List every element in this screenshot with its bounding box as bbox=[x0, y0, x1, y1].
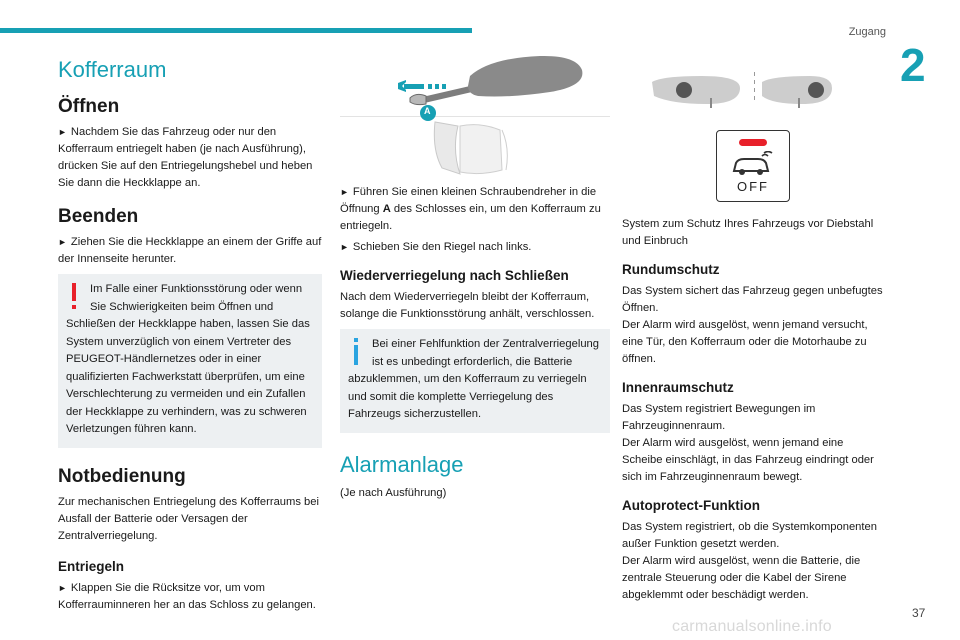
paragraph-alarm-note: (Je nach Ausführung) bbox=[340, 486, 447, 499]
heading-autoprotect: Autoprotect-Funktion bbox=[622, 498, 760, 513]
arrow-right-icon: ► bbox=[58, 127, 67, 138]
callout-label-a: A bbox=[424, 106, 431, 116]
watermark: carmanualsonline.info bbox=[672, 618, 832, 635]
heading-close: Beenden bbox=[58, 206, 139, 228]
arrow-right-icon: ► bbox=[58, 582, 67, 593]
car-alarm-icon bbox=[728, 151, 778, 177]
arrow-right-icon: ► bbox=[340, 242, 349, 252]
alarm-keyfob-mirrors-icon bbox=[622, 54, 884, 116]
paragraph-relock: Nach dem Wiederverriegeln bleibt der Kofferraum, solange die Funktionsstörung anhält, verschlossen. bbox=[340, 291, 595, 320]
chapter-number: 2 bbox=[900, 39, 926, 91]
paragraph-close: ► Ziehen Sie die Heckklappe an einem der Griffe auf der Innenseite herunter. bbox=[58, 236, 322, 266]
paragraph-unlock: ► Klappen Sie die Rücksitze vor, um vom Kofferrauminneren her an das Schloss zu gelangen. bbox=[58, 581, 316, 611]
paragraph-emergency: Zur mechanischen Entriegelung des Kofferraums bei Ausfall der Batterie oder Versagen der Zentralverriegelung. bbox=[58, 495, 319, 542]
column-1 bbox=[58, 54, 322, 618]
heading-unlock: Entriegeln bbox=[58, 558, 125, 574]
arrow-right-icon: ► bbox=[58, 237, 67, 248]
page-number: 37 bbox=[912, 606, 926, 620]
info-icon bbox=[348, 338, 366, 366]
column-2 bbox=[340, 54, 610, 506]
paragraph-perimeter-2: Der Alarm wird ausgelöst, wenn jemand versucht, eine Tür, den Kofferraum oder die Motorhaube zu öffnen. bbox=[622, 319, 868, 365]
paragraph-autoprotect-2: Der Alarm wird ausgelöst, wenn die Batterie, die zentrale Steuerung oder die Kabel der Sirene abgeklemmt oder beschädigt werden. bbox=[622, 555, 861, 601]
info-text: Bei einer Fehlfunktion der Zentralverriegelung ist es unbedingt erforderlich, die Batterie abzuklemmen, um den Kofferraum zu verriegeln und somit die komplette Verriegelung des Fahrzeugs sicherzustellen. bbox=[348, 338, 599, 420]
warning-exclamation-icon bbox=[66, 283, 84, 311]
mirror-illustration bbox=[622, 54, 884, 116]
header-accent-bar bbox=[0, 28, 472, 33]
trunk-lock-illustration bbox=[340, 54, 610, 178]
heading-emergency: Notbedienung bbox=[58, 465, 186, 487]
alarm-off-button-illustration bbox=[716, 130, 790, 202]
paragraph-open: ► Nachdem Sie das Fahrzeug oder nur den Kofferraum entriegelt haben (je nach Ausführung), drücken Sie auf den Entriegelungshebel und heben Sie dann die Heckklappe an. bbox=[58, 126, 313, 190]
off-label: OFF bbox=[737, 179, 769, 194]
paragraph-step-2: ► Schieben Sie den Riegel nach links. bbox=[340, 241, 532, 253]
screwdriver-lock-icon bbox=[340, 54, 610, 178]
heading-open: Öffnen bbox=[58, 96, 120, 118]
arrow-right-icon: ► bbox=[340, 187, 349, 197]
section-title-kofferraum: Kofferraum bbox=[58, 57, 167, 82]
heading-interior: Innenraumschutz bbox=[622, 380, 734, 395]
heading-perimeter: Rundumschutz bbox=[622, 262, 720, 277]
paragraph-perimeter-1: Das System sichert das Fahrzeug gegen unbefugtes Öffnen. bbox=[622, 285, 883, 314]
column-3 bbox=[622, 54, 884, 608]
warning-callout bbox=[58, 274, 322, 448]
info-callout bbox=[340, 329, 610, 433]
paragraph-autoprotect-1: Das System registriert, ob die Systemkomponenten außer Funktion gesetzt werden. bbox=[622, 521, 877, 550]
heading-relock: Wiederverriegelung nach Schließen bbox=[340, 268, 569, 283]
section-label: Zugang bbox=[848, 26, 886, 38]
paragraph-step-1: ► Führen Sie einen kleinen Schraubendreher in die Öffnung A des Schlosses ein, um den Kofferraum zu entriegeln. bbox=[340, 186, 601, 232]
section-title-alarm: Alarmanlage bbox=[340, 451, 464, 477]
alarm-led-indicator bbox=[739, 139, 767, 146]
paragraph-interior-2: Der Alarm wird ausgelöst, wenn jemand eine Scheibe einschlägt, in das Fahrzeug eindringt oder sich im Fahrzeuginnenraum bewegt. bbox=[622, 437, 874, 483]
paragraph-intro: System zum Schutz Ihres Fahrzeugs vor Diebstahl und Einbruch bbox=[622, 218, 874, 247]
paragraph-interior-1: Das System registriert Bewegungen im Fahrzeuginnenraum. bbox=[622, 403, 816, 432]
warning-text: Im Falle einer Funktionsstörung oder wenn Sie Schwierigkeiten beim Öffnen und Schließen der Heckklappe haben, lassen Sie das System unverzüglich von einem Vertreter des PEUGEOT-Händlernetzes oder in einer qualifizierten Fachwerkstatt überprüfen, um eine Verschlechterung zu vermeiden und ein Zufallen der Heckklappe zu verhindern, was zu schweren Verletzungen führen kann. bbox=[66, 283, 310, 436]
